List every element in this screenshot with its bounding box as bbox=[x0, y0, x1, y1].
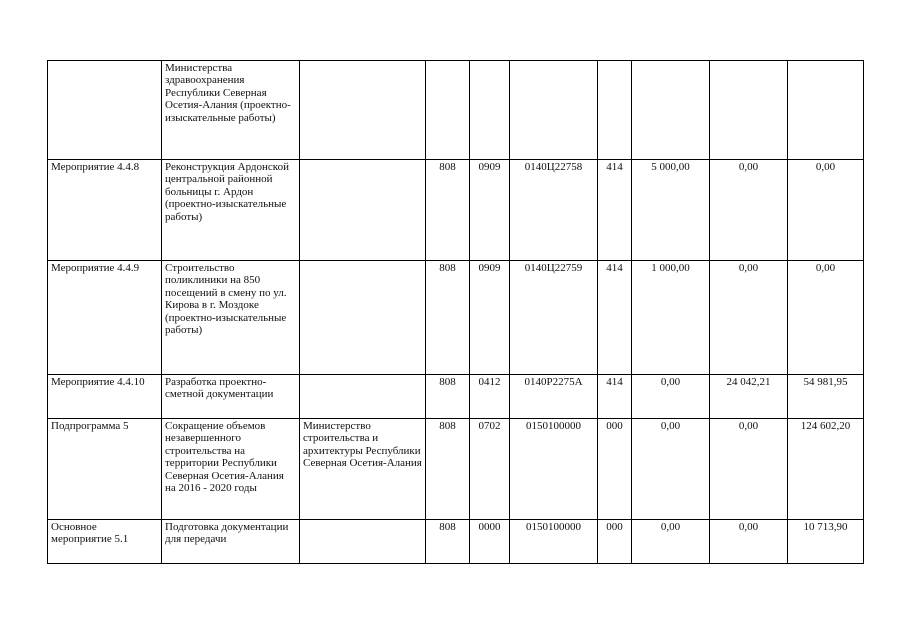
cell-year1: 0,00 bbox=[632, 419, 710, 520]
cell-rzpr: 0702 bbox=[470, 419, 510, 520]
cell-vr bbox=[598, 61, 632, 160]
cell-year1: 0,00 bbox=[632, 520, 710, 564]
cell-vr: 000 bbox=[598, 520, 632, 564]
cell-vr: 414 bbox=[598, 261, 632, 375]
cell-description: Подготовка документации для передачи bbox=[162, 520, 300, 564]
cell-grbs: 808 bbox=[426, 419, 470, 520]
cell-csr: 0140Ц22758 bbox=[510, 160, 598, 261]
cell-rzpr: 0412 bbox=[470, 375, 510, 419]
cell-rzpr: 0000 bbox=[470, 520, 510, 564]
cell-csr: 0140Р2275А bbox=[510, 375, 598, 419]
cell-year2: 0,00 bbox=[710, 261, 788, 375]
cell-executor bbox=[300, 61, 426, 160]
cell-rzpr: 0909 bbox=[470, 261, 510, 375]
cell-year1 bbox=[632, 61, 710, 160]
cell-description: Реконструкция Ардонской центральной районной больницы г. Ардон (проектно-изыскательные работы) bbox=[162, 160, 300, 261]
cell-rzpr bbox=[470, 61, 510, 160]
cell-csr: 0150100000 bbox=[510, 520, 598, 564]
cell-grbs: 808 bbox=[426, 160, 470, 261]
cell-year3: 0,00 bbox=[788, 160, 864, 261]
cell-year2: 0,00 bbox=[710, 160, 788, 261]
cell-year3: 124 602,20 bbox=[788, 419, 864, 520]
cell-csr bbox=[510, 61, 598, 160]
budget-table bbox=[47, 60, 864, 564]
cell-csr: 0140Ц22759 bbox=[510, 261, 598, 375]
cell-vr: 414 bbox=[598, 160, 632, 261]
cell-year3 bbox=[788, 61, 864, 160]
cell-vr: 000 bbox=[598, 419, 632, 520]
cell-name: Основное мероприятие 5.1 bbox=[48, 520, 162, 564]
cell-year3: 0,00 bbox=[788, 261, 864, 375]
cell-year2: 0,00 bbox=[710, 419, 788, 520]
cell-year3: 54 981,95 bbox=[788, 375, 864, 419]
cell-year3: 10 713,90 bbox=[788, 520, 864, 564]
cell-grbs: 808 bbox=[426, 261, 470, 375]
table-row bbox=[48, 520, 864, 564]
cell-name: Мероприятие 4.4.8 bbox=[48, 160, 162, 261]
cell-name: Мероприятие 4.4.9 bbox=[48, 261, 162, 375]
cell-year1: 1 000,00 bbox=[632, 261, 710, 375]
cell-grbs: 808 bbox=[426, 520, 470, 564]
cell-year1: 5 000,00 bbox=[632, 160, 710, 261]
cell-executor bbox=[300, 261, 426, 375]
cell-name: Подпрограмма 5 bbox=[48, 419, 162, 520]
table-row bbox=[48, 419, 864, 520]
cell-year2: 24 042,21 bbox=[710, 375, 788, 419]
cell-description: Министерства здравоохранения Республики Северная Осетия-Алания (проектно-изыскательные работы) bbox=[162, 61, 300, 160]
table-row bbox=[48, 261, 864, 375]
cell-grbs bbox=[426, 61, 470, 160]
cell-description: Сокращение объемов незавершенного строительства на территории Республики Северная Осетия-Алания на 2016 - 2020 годы bbox=[162, 419, 300, 520]
cell-grbs: 808 bbox=[426, 375, 470, 419]
cell-executor: Министерство строительства и архитектуры Республики Северная Осетия-Алания bbox=[300, 419, 426, 520]
cell-csr: 0150100000 bbox=[510, 419, 598, 520]
cell-executor bbox=[300, 375, 426, 419]
cell-executor bbox=[300, 160, 426, 261]
table-row bbox=[48, 160, 864, 261]
table-row bbox=[48, 375, 864, 419]
cell-executor bbox=[300, 520, 426, 564]
cell-vr: 414 bbox=[598, 375, 632, 419]
cell-year2: 0,00 bbox=[710, 520, 788, 564]
cell-name: Мероприятие 4.4.10 bbox=[48, 375, 162, 419]
cell-rzpr: 0909 bbox=[470, 160, 510, 261]
cell-name bbox=[48, 61, 162, 160]
table-row bbox=[48, 61, 864, 160]
cell-year2 bbox=[710, 61, 788, 160]
cell-description: Строительство поликлиники на 850 посещений в смену по ул. Кирова в г. Моздоке (проектно-изыскательные работы) bbox=[162, 261, 300, 375]
cell-year1: 0,00 bbox=[632, 375, 710, 419]
cell-description: Разработка проектно-сметной документации bbox=[162, 375, 300, 419]
